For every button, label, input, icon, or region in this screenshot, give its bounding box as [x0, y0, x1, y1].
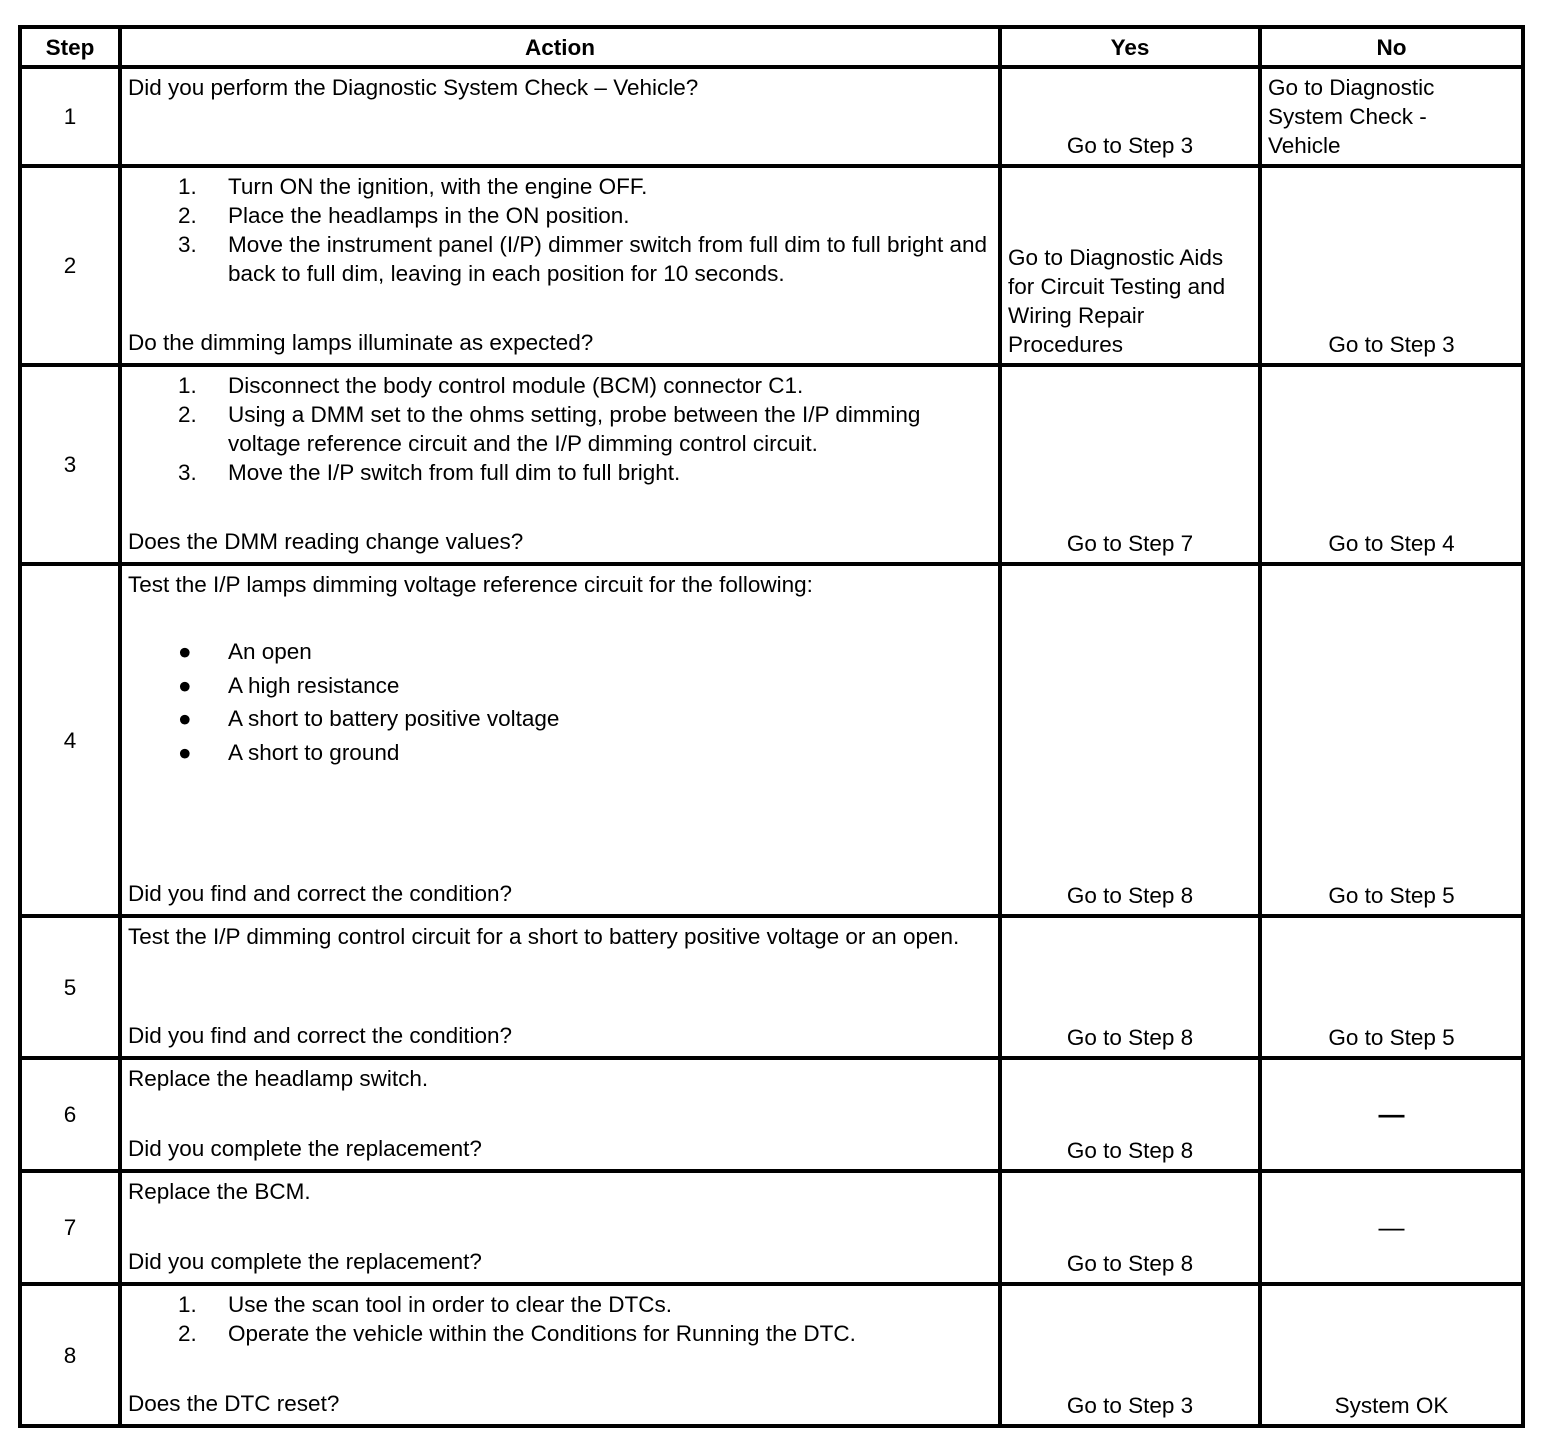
yes-cell: Go to Step 8: [1000, 1171, 1260, 1284]
list-item: 2. Operate the vehicle within the Conditions for Running the DTC.: [178, 1321, 856, 1346]
table-row: [20, 67, 1523, 166]
table-row: [20, 1171, 1523, 1284]
numbered-list: [128, 371, 990, 487]
yes-cell: Go to Step 8: [1000, 564, 1260, 916]
no-cell: Go to Step 4: [1260, 365, 1523, 564]
action-cell: [120, 365, 1000, 564]
list-item: ● A high resistance: [128, 671, 990, 700]
header-action: Action: [120, 27, 1000, 67]
list-item: ● A short to battery positive voltage: [128, 704, 990, 733]
step-number: 7: [20, 1171, 120, 1284]
yes-cell: Go to Step 3: [1000, 1284, 1260, 1426]
table-row: [20, 564, 1523, 916]
step-number: 6: [20, 1058, 120, 1171]
action-cell: [120, 1284, 1000, 1426]
action-text: Test the I/P lamps dimming voltage reference circuit for the following:: [128, 572, 813, 597]
action-question: Did you complete the replacement?: [128, 1249, 482, 1274]
action-cell: [120, 67, 1000, 166]
action-question: Did you complete the replacement?: [128, 1136, 482, 1161]
list-item: 3. Move the I/P switch from full dim to full bright.: [178, 460, 681, 485]
action-question: Did you find and correct the condition?: [128, 881, 512, 906]
action-cell: [120, 166, 1000, 365]
bullet-icon: ●: [178, 639, 192, 664]
no-cell: [1260, 1171, 1523, 1284]
no-cell: Go to Step 5: [1260, 564, 1523, 916]
table-row: [20, 916, 1523, 1058]
no-cell: [1260, 67, 1523, 166]
yes-cell: Go to Step 8: [1000, 916, 1260, 1058]
header-yes: Yes: [1000, 27, 1260, 67]
list-item: 3. Move the instrument panel (I/P) dimmer switch from full dim to full bright and back to full dim, leaving in each position for 10 seconds.: [178, 232, 988, 286]
no-text: Go to Diagnostic System Check - Vehicle: [1268, 75, 1435, 158]
bullet-icon: ●: [178, 706, 192, 731]
numbered-list: [128, 1290, 990, 1348]
yes-cell: Go to Step 7: [1000, 365, 1260, 564]
table-row: [20, 166, 1523, 365]
list-item: 1. Use the scan tool in order to clear the DTCs.: [178, 1292, 672, 1317]
step-number: 5: [20, 916, 120, 1058]
list-item: ● An open: [128, 637, 990, 666]
action-question: Did you find and correct the condition?: [128, 1023, 512, 1048]
action-question: Do the dimming lamps illuminate as expected?: [128, 330, 594, 355]
action-cell: [120, 916, 1000, 1058]
table-row: [20, 365, 1523, 564]
no-value-dash: —: [1378, 1211, 1405, 1242]
numbered-list: [128, 172, 990, 288]
no-cell: Go to Step 5: [1260, 916, 1523, 1058]
no-cell: System OK: [1260, 1284, 1523, 1426]
action-cell: [120, 1171, 1000, 1284]
list-item: 1. Turn ON the ignition, with the engine OFF.: [178, 174, 648, 199]
step-number: 1: [20, 67, 120, 166]
no-cell: [1260, 1058, 1523, 1171]
header-row: [20, 27, 1523, 67]
diagnostic-table-sheet: [18, 25, 1525, 1428]
list-item: ● A short to ground: [128, 738, 990, 767]
bullet-icon: ●: [178, 672, 192, 698]
action-text: Did you perform the Diagnostic System Check – Vehicle?: [128, 75, 699, 100]
no-cell: Go to Step 3: [1260, 166, 1523, 365]
yes-cell: Go to Step 3: [1000, 67, 1260, 166]
yes-cell: Go to Step 8: [1000, 1058, 1260, 1171]
action-cell: [120, 1058, 1000, 1171]
list-item: 2. Place the headlamps in the ON position.: [178, 203, 630, 228]
action-text: Replace the BCM.: [128, 1179, 311, 1204]
action-text: Replace the headlamp switch.: [128, 1066, 429, 1091]
table-row: [20, 1058, 1523, 1171]
header-step: Step: [20, 27, 120, 67]
diagnostic-table: [18, 25, 1525, 1428]
list-item: 1. Disconnect the body control module (BCM) connector C1.: [178, 373, 804, 398]
bullet-icon: ●: [178, 739, 192, 765]
action-question: Does the DMM reading change values?: [128, 529, 524, 554]
step-number: 3: [20, 365, 120, 564]
step-number: 8: [20, 1284, 120, 1426]
header-no: No: [1260, 27, 1523, 67]
action-question: Does the DTC reset?: [128, 1391, 340, 1416]
yes-cell: Go to Diagnostic Aids for Circuit Testing and Wiring Repair Procedures: [1000, 166, 1260, 365]
list-item: 2. Using a DMM set to the ohms setting, probe between the I/P dimming voltage reference circuit and the I/P dimming control circuit.: [178, 402, 921, 456]
step-number: 4: [20, 564, 120, 916]
no-value-dash: —: [1378, 1098, 1405, 1129]
action-cell: [120, 564, 1000, 916]
bullet-list: [128, 637, 990, 767]
step-number: 2: [20, 166, 120, 365]
action-text: Test the I/P dimming control circuit for a short to battery positive voltage or an open.: [128, 924, 960, 949]
table-row: [20, 1284, 1523, 1426]
